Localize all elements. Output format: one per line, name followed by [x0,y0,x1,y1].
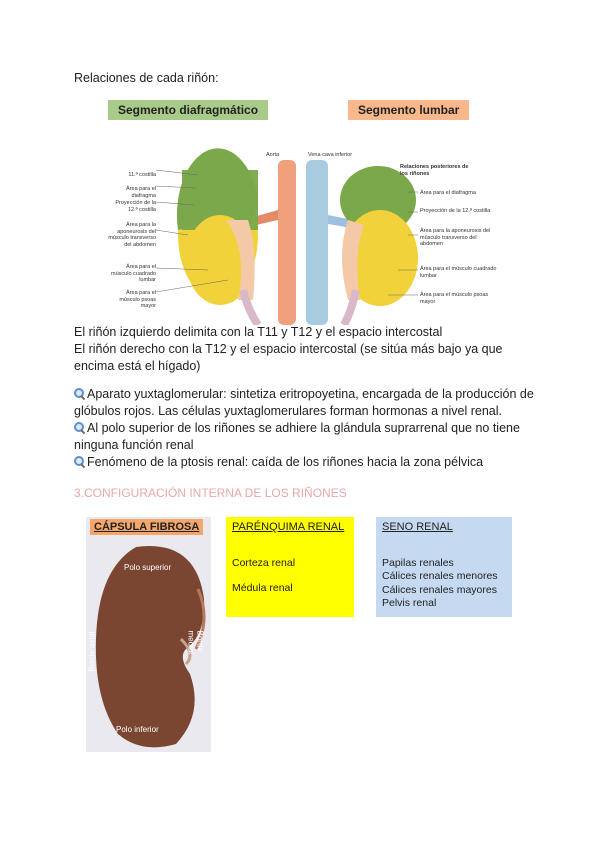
vena-cava-label: Vena cava inferior [308,152,353,158]
label-left-aponeurosis: Área para la aponeurosis del músculo transverso del abdomen [108,222,156,248]
label-right-aponeurosis: Área para la aponeurosis del músculo transverso del abdomen [420,228,491,247]
bullet-text: Fenómeno de la ptosis renal: caída de los riñones hacia la zona pélvica [87,455,484,469]
label-left-psoas: Área para el músculo psoas mayor [119,290,156,309]
polo-inferior-label: Polo inferior [116,725,159,734]
bullet-text: glóbulos rojos. Las células yuxtaglomerulares forman hormonas a nivel renal. [74,404,502,418]
section-heading: 3.CONFIGURACIÓN INTERNA DE LOS RIÑONES [74,486,347,500]
label-right-psoas: Área para el músculo psoas mayor [420,292,489,305]
label-right-diafragma: Área para el diafragma [420,190,476,196]
label-left-proyeccion: Proyección de la 12.ª costilla [115,200,156,213]
seno-item: Cálices renales mayores [382,583,497,596]
vena-cava-shape [306,160,328,325]
bullet-item [74,420,534,454]
relaciones-title: Relaciones posteriores de los riñones [400,164,469,177]
internal-configuration-figure [86,517,512,752]
magnifier-icon [74,456,85,467]
segment-lumbar-tag: Segmento lumbar [348,100,469,120]
para-line: encima está el hígado) [74,359,201,373]
para-line: El riñón izquierdo delimita con la T11 y T12 y el espacio intercostal [74,325,443,339]
aorta-shape [278,160,296,325]
seno-title: SENO RENAL [382,521,453,533]
bullet-item [74,386,534,420]
bullet-text: Al polo superior de los riñones se adhiere la glándula suprarrenal que no tiene [87,421,520,435]
label-right-proyeccion: Proyección de la 12.ª costilla [420,208,491,214]
parenquima-box [226,517,354,617]
label-left-costilla: 11.ª costilla [128,172,156,178]
seno-item: Pelvis renal [382,597,437,609]
bullet-item [74,454,534,471]
seno-item: Cálices renales menores [382,570,498,582]
seno-box [376,517,512,617]
magnifier-icon [74,422,85,433]
parenquima-item: Médula renal [232,582,293,594]
kidney-photo [86,517,211,752]
segment-diafragmatico-tag: Segmento diafragmático [108,100,268,120]
kidney-relations-figure [108,100,508,325]
polo-superior-label: Polo superior [124,563,172,572]
bullet-list [74,386,534,471]
seno-item: Papilas renales [382,556,454,569]
magnifier-icon [74,388,85,399]
kidney-position-paragraph [74,324,502,375]
borde-axial-label: Borde axial [87,631,97,672]
aorta-label: Aorta [266,152,280,158]
bullet-text: ninguna función renal [74,438,194,452]
bullet-text: Aparato yuxtaglomerular: sintetiza eritropoyetina, encargada de la producción de [87,387,534,401]
label-left-diafragma: Área para el diafragma [126,186,156,199]
intro-text: Relaciones de cada riñón: [74,71,219,85]
label-left-cuadrado: Área para el músculo cuadrado lumbar [111,264,156,283]
parenquima-item: Corteza renal [232,556,296,569]
label-right-cuadrado: Área para el músculo cuadrado lumbar [420,266,497,279]
capsula-label: CÁPSULA FIBROSA [90,519,203,535]
parenquima-title: PARÉNQUIMA RENAL [232,521,345,533]
borde-medial-label: Borde medial [186,630,205,655]
para-line: El riñón derecho con la T12 y el espacio intercostal (se sitúa más bajo ya que [74,342,503,356]
